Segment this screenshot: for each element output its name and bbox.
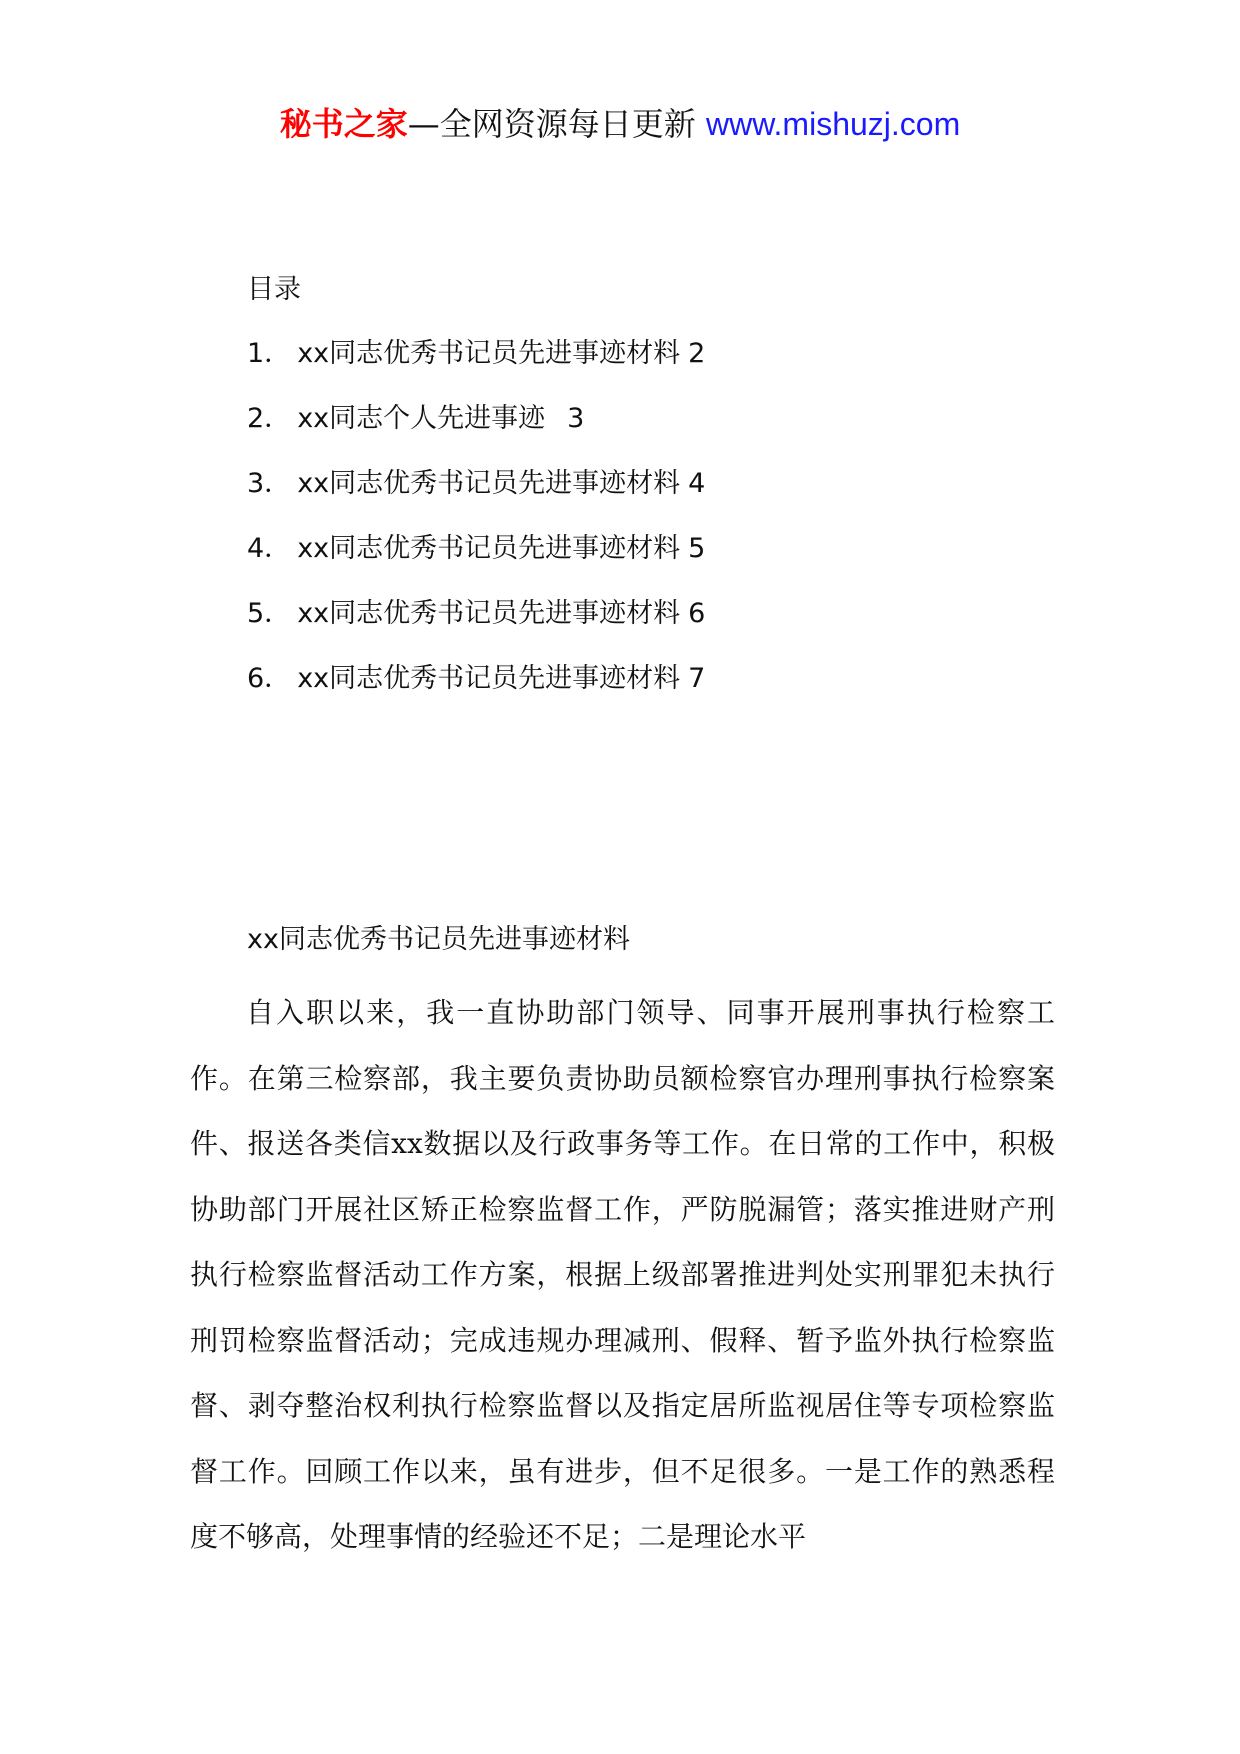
article-body: 自入职以来，我一直协助部门领导、同事开展刑事执行检察工作。在第三检察部，我主要负责协助员额检察官办理刑事执行检察案件、报送各类信xx数据以及行政事务等工作。在日常的工作中，积极协助部门开展社区矫正检察监督工作，严防脱漏管；落实推进财产刑执行检察监督活动工作方案，根据上级部署推进判处实刑罪犯未执行刑罚检察监督活动；完成违规办理减刑、假释、暂予监外执行检察监督、剥夺整治权利执行检察监督以及指定居所监视居住等专项检察监督工作。回顾工作以来，虽有进步，但不足很多。一是工作的熟悉程度不够高，处理事情的经验还不足；二是理论水平 (190, 996, 1055, 1553)
toc-item-page: 5 (688, 533, 706, 564)
table-of-contents (247, 270, 1047, 724)
toc-item-text: xx同志个人先进事迹 (297, 403, 546, 434)
toc-item-number: 4． (247, 533, 292, 564)
toc-list (247, 334, 1047, 724)
toc-item-text: xx同志优秀书记员先进事迹材料 (297, 533, 681, 564)
toc-item-page: 3 (567, 403, 585, 434)
toc-title: 目录 (247, 274, 301, 305)
toc-item-number: 2． (247, 403, 292, 434)
page-header (0, 102, 1240, 146)
header-tagline: —全网资源每日更新 (407, 105, 696, 143)
toc-item[interactable] (247, 594, 1047, 659)
toc-item-text: xx同志优秀书记员先进事迹材料 (297, 338, 681, 369)
toc-item-page: 4 (688, 468, 706, 499)
brand-name: 秘书之家 (279, 105, 408, 143)
toc-item-text: xx同志优秀书记员先进事迹材料 (297, 598, 681, 629)
article (190, 920, 1055, 1570)
toc-item-page: 2 (688, 338, 706, 369)
toc-item-number: 3． (247, 468, 292, 499)
toc-item-number: 1． (247, 338, 292, 369)
toc-item[interactable] (247, 659, 1047, 724)
toc-item[interactable] (247, 464, 1047, 529)
toc-item-number: 5． (247, 598, 292, 629)
toc-item[interactable] (247, 334, 1047, 399)
toc-item-page: 7 (688, 663, 706, 694)
toc-item-text: xx同志优秀书记员先进事迹材料 (297, 468, 681, 499)
toc-item-page: 6 (688, 598, 706, 629)
website-url[interactable]: www.mishuzj.com (705, 106, 961, 142)
toc-item[interactable] (247, 529, 1047, 594)
toc-item-number: 6． (247, 663, 292, 694)
toc-item[interactable] (247, 399, 1047, 464)
toc-item-text: xx同志优秀书记员先进事迹材料 (297, 663, 681, 694)
article-title: xx同志优秀书记员先进事迹材料 (247, 924, 630, 955)
